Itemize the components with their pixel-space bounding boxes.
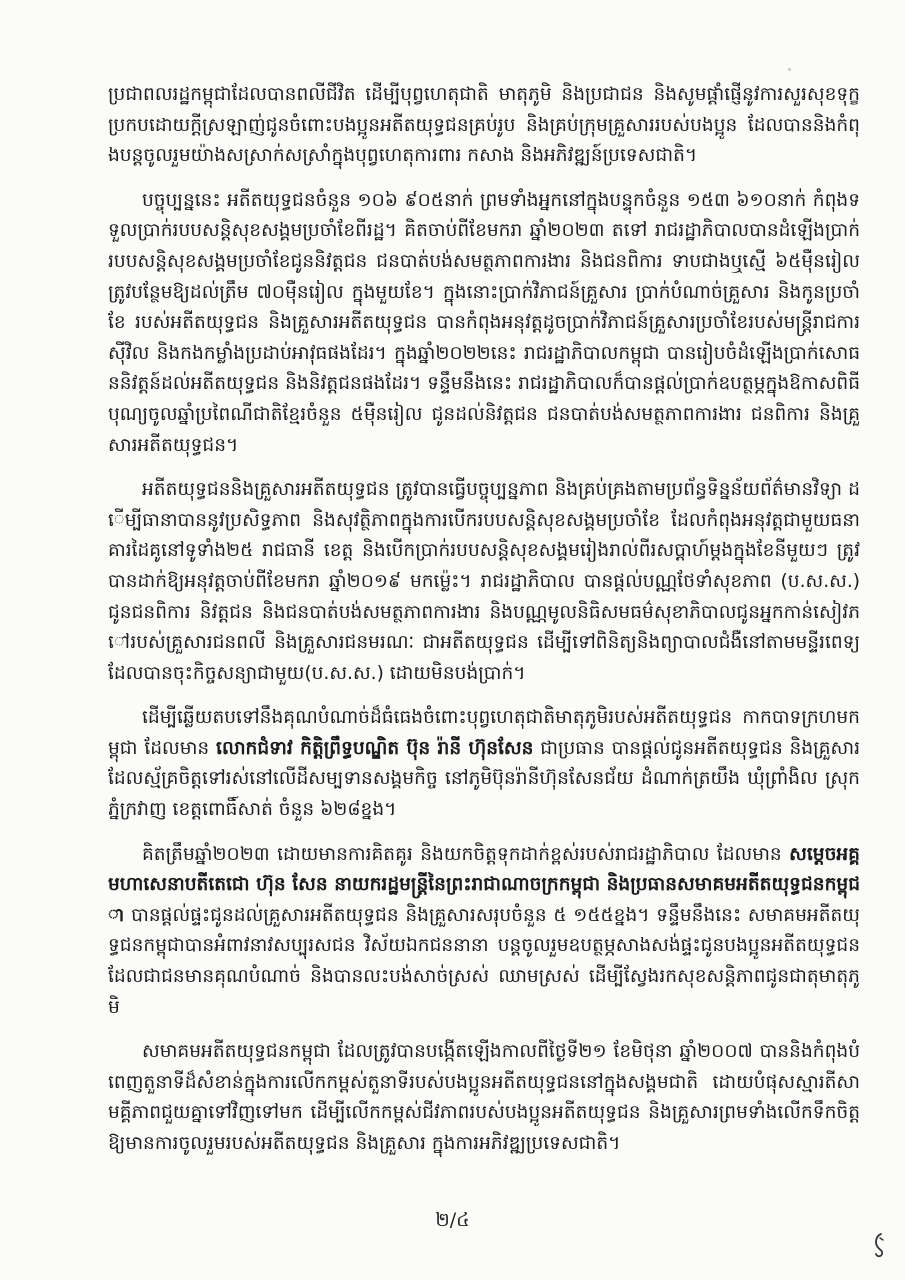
paragraph-text: អតីតយុទ្ធជននិងគ្រួសារអតីតយុទ្ធជន ត្រូវបានធ្វើបច្ចុប្បន្នភាព និងគ្រប់គ្រងតាមប្រព័ន្ធទិន្នន័យព័ត៌មានវិទ្យា ដើម្បីធានាបាននូវប្រសិទ្ធភាព និងសុវត្ថិភាពក្នុងការបើករបបសន្តិសុខសង្គមប្រចាំខែ ដែលកំពុងអនុវត្តជាមួយធនាគារដៃគូនៅទូទាំង២៥ រាជធានី ខេត្ត និងបើកប្រាក់របបសន្តិសុខសង្គមរៀងរាល់ពីរសប្តាហ៍ម្តងក្នុងខែនីមួយៗ ត្រូវបានដាក់ឱ្យអនុវត្តចាប់ពីខែមករា ឆ្នាំ២០១៩ មកម្ល៉េះ។ រាជរដ្ឋាភិបាល បានផ្តល់បណ្ណថែទាំសុខភាព (ប.ស.ស.) ជូនជនពិការ និវត្តជន និងជនបាត់បង់សមត្ថភាពការងារ និងបណ្ណមូលនិធិសមធម៌សុខាភិបាលជូនអ្នកកាន់សៀវភៅរបស់គ្រួសារជនពលី និងគ្រួសារជនមរណៈ ជាអតីតយុទ្ធជន ដើម្បីទៅពិនិត្យនិងព្យាបាលជំងឺនៅតាមមន្ទីរពេទ្យ ដែលបានចុះកិច្ចសន្យាជាមួយ(ប.ស.ស.) ដោយមិនបង់ប្រាក់។: [108, 479, 860, 684]
paragraph-1: [108, 80, 860, 172]
page-number: ២/៤: [435, 1209, 470, 1231]
paragraph-text: ជាប្រធាន បានផ្តល់ជូនអតីតយុទ្ធជន និងគ្រួសារ ដែលស្ម័គ្រចិត្តទៅរស់នៅលើដីសម្បទានសង្គមកិច្ច នៅភូមិប៊ុនរ៉ានីហ៊ុនសែនជ័យ ដំណាក់ត្រយឹង ឃុំព្រាំងិល ស្រុកភ្នំក្រវាញ ខេត្តពោធិ៍សាត់ ចំនួន ៦២៨ខ្នង។: [108, 737, 861, 821]
handwritten-initial-mark: [872, 1232, 886, 1258]
paragraph-text: ប្រជាពលរដ្ឋកម្ពុជាដែលបានពលីជីវិត ដើម្បីបុព្វហេតុជាតិ មាតុភូមិ និងប្រជាជន និងសូមផ្តាំផ្ញើនូវការសួរសុខទុក្ខ ប្រកបដោយក្តីស្រឡាញ់ជូនចំពោះបងប្អូនអតីតយុទ្ធជនគ្រប់រូប និងគ្រប់ក្រុមគ្រួសាររបស់បងប្អូន ដែលបាននិងកំពុងបន្តចូលរួមយ៉ាងសស្រាក់សស្រាំក្នុងបុព្វហេតុការពារ កសាង និងអភិវឌ្ឍន៍ប្រទេសជាតិ។: [108, 84, 860, 167]
paragraph-text: សមាគមអតីតយុទ្ធជនកម្ពុជា ដែលត្រូវបានបង្កើតឡើងកាលពីថ្ងៃទី២១ ខែមិថុនា ឆ្នាំ២០០៧ បាននិងកំពុងបំពេញតួនាទីដ៏សំខាន់ក្នុងការលើកកម្ពស់តួនាទីរបស់បងប្អូនអតីតយុទ្ធជននៅក្នុងសង្គមជាតិ ដោយបំផុសស្មារតីសាមគ្គីភាពជួយគ្នាទៅវិញទៅមក ដើម្បីលើកកម្ពស់ជីវភាពរបស់បងប្អូនអតីតយុទ្ធជន និងគ្រួសារព្រមទាំងលើកទឹកចិត្តឱ្យមានការចូលរួមរបស់អតីតយុទ្ធជន និងគ្រួសារ ក្នុងការអភិវឌ្ឍប្រទេសជាតិ។: [108, 1041, 860, 1154]
document-body: [108, 80, 860, 1174]
bold-name-text: លោកជំទាវ កិត្តិព្រឹទ្ធបណ្ឌិត ប៊ុន រ៉ានី ហ៊ុនសែន: [216, 737, 534, 759]
paragraph-text: ដើម្បីឆ្លើយតបទៅនឹងគុណបំណាច់ដ៏ធំធេងចំពោះបុព្វហេតុជាតិមាតុភូមិរបស់អតីតយុទ្ធជន កាកបាទក្រហមកម្ពុជា ដែលមាន: [108, 707, 860, 759]
paragraph-text: បច្ចុប្បន្ននេះ អតីតយុទ្ធជនចំនួន ១០៦ ៩០៥នាក់ ព្រមទាំងអ្នកនៅក្នុងបន្ទុកចំនួន ១៥៣ ៦១០នាក់ កំពុងទទួលប្រាក់របបសន្តិសុខសង្គមប្រចាំខែពីរដ្ឋ។ គិតចាប់ពីខែមករា ឆ្នាំ២០២៣ តទៅ រាជរដ្ឋាភិបាលបានដំឡើងប្រាក់របបសន្តិសុខសង្គមប្រចាំខែជូននិវត្តជន ជនបាត់បង់សមត្ថភាពការងារ និងជនពិការ ទាបជាងឬស្មើ ៦៥ម៉ឺនរៀល ត្រូវបន្ថែមឱ្យដល់ត្រឹម ៧០ម៉ឺនរៀល ក្នុងមួយខែ។ ក្នុងនោះប្រាក់វិភាជន៍គ្រួសារ ប្រាក់បំណាច់គ្រួសារ និងកូនប្រចាំខែ របស់អតីតយុទ្ធជន និងគ្រួសារអតីតយុទ្ធជន បានកំពុងអនុវត្តដូចប្រាក់វិភាជន៍គ្រួសារប្រចាំខែរបស់មន្ត្រីរាជការស៊ីវិល និងកងកម្លាំងប្រដាប់អាវុធផងដែរ។ ក្នុងឆ្នាំ២០២២នេះ រាជរដ្ឋាភិបាលកម្ពុជា បានរៀបចំដំឡើងប្រាក់សោធននិវត្តន៍ដល់អតីតយុទ្ធជន និងនិវត្តជនផងដែរ។ ទន្ទឹមនឹងនេះ រាជរដ្ឋាភិបាលក៏បានផ្តល់ប្រាក់ឧបត្ថម្ភក្នុងឱកាសពិធីបុណ្យចូលឆ្នាំប្រពៃណីជាតិខ្មែរចំនួន ៥ម៉ឺនរៀល ជូនដល់និវត្តជន ជនបាត់បង់សមត្ថភាពការងារ ជនពិការ និងគ្រួសារអតីតយុទ្ធជន។: [108, 189, 860, 456]
paragraph-text: បានផ្តល់ផ្ទះជូនដល់គ្រួសារអតីតយុទ្ធជន និងគ្រួសារសរុបចំនួន ៥ ១៥៥ខ្នង។ ទន្ទឹមនឹងនេះ សមាគមអតីតយុទ្ធជនកម្ពុជាបានអំពាវនាវសប្បុរសជន វិស័យឯកជននានា បន្តចូលរួមឧបត្ថម្ភសាងសង់ផ្ទះជូនបងប្អូនអតីតយុទ្ធជនដែលជាជនមានគុណបំណាច់ និងបានលះបង់សាច់ស្រស់ ឈាមស្រស់ ដើម្បីស្វែងរកសុខសន្តិភាពជូនជាតុមាតុភូមិ: [108, 904, 860, 1018]
paragraph-text: គិតត្រឹមឆ្នាំ២០២៣ ដោយមានការគិតគូរ និងយកចិត្តទុកដាក់ខ្ពស់របស់រាជរដ្ឋាភិបាល ដែលមាន: [142, 843, 790, 865]
paragraph-3: [108, 475, 860, 689]
paragraph-4: [108, 703, 860, 825]
paragraph-6: [108, 1037, 860, 1159]
scan-speck: [788, 68, 791, 71]
paragraph-2: [108, 186, 860, 461]
paragraph-5: [108, 840, 860, 1024]
bold-name-text: សម្តេចអគ្គមហាសេនាបតីតេជោ ហ៊ុន សែន នាយករដ្ឋមន្ត្រីនៃព្រះរាជាណាចក្រកម្ពុជា និងប្រធានសមាគមអតីតយុទ្ធជនកម្ពុជា: [108, 843, 860, 926]
